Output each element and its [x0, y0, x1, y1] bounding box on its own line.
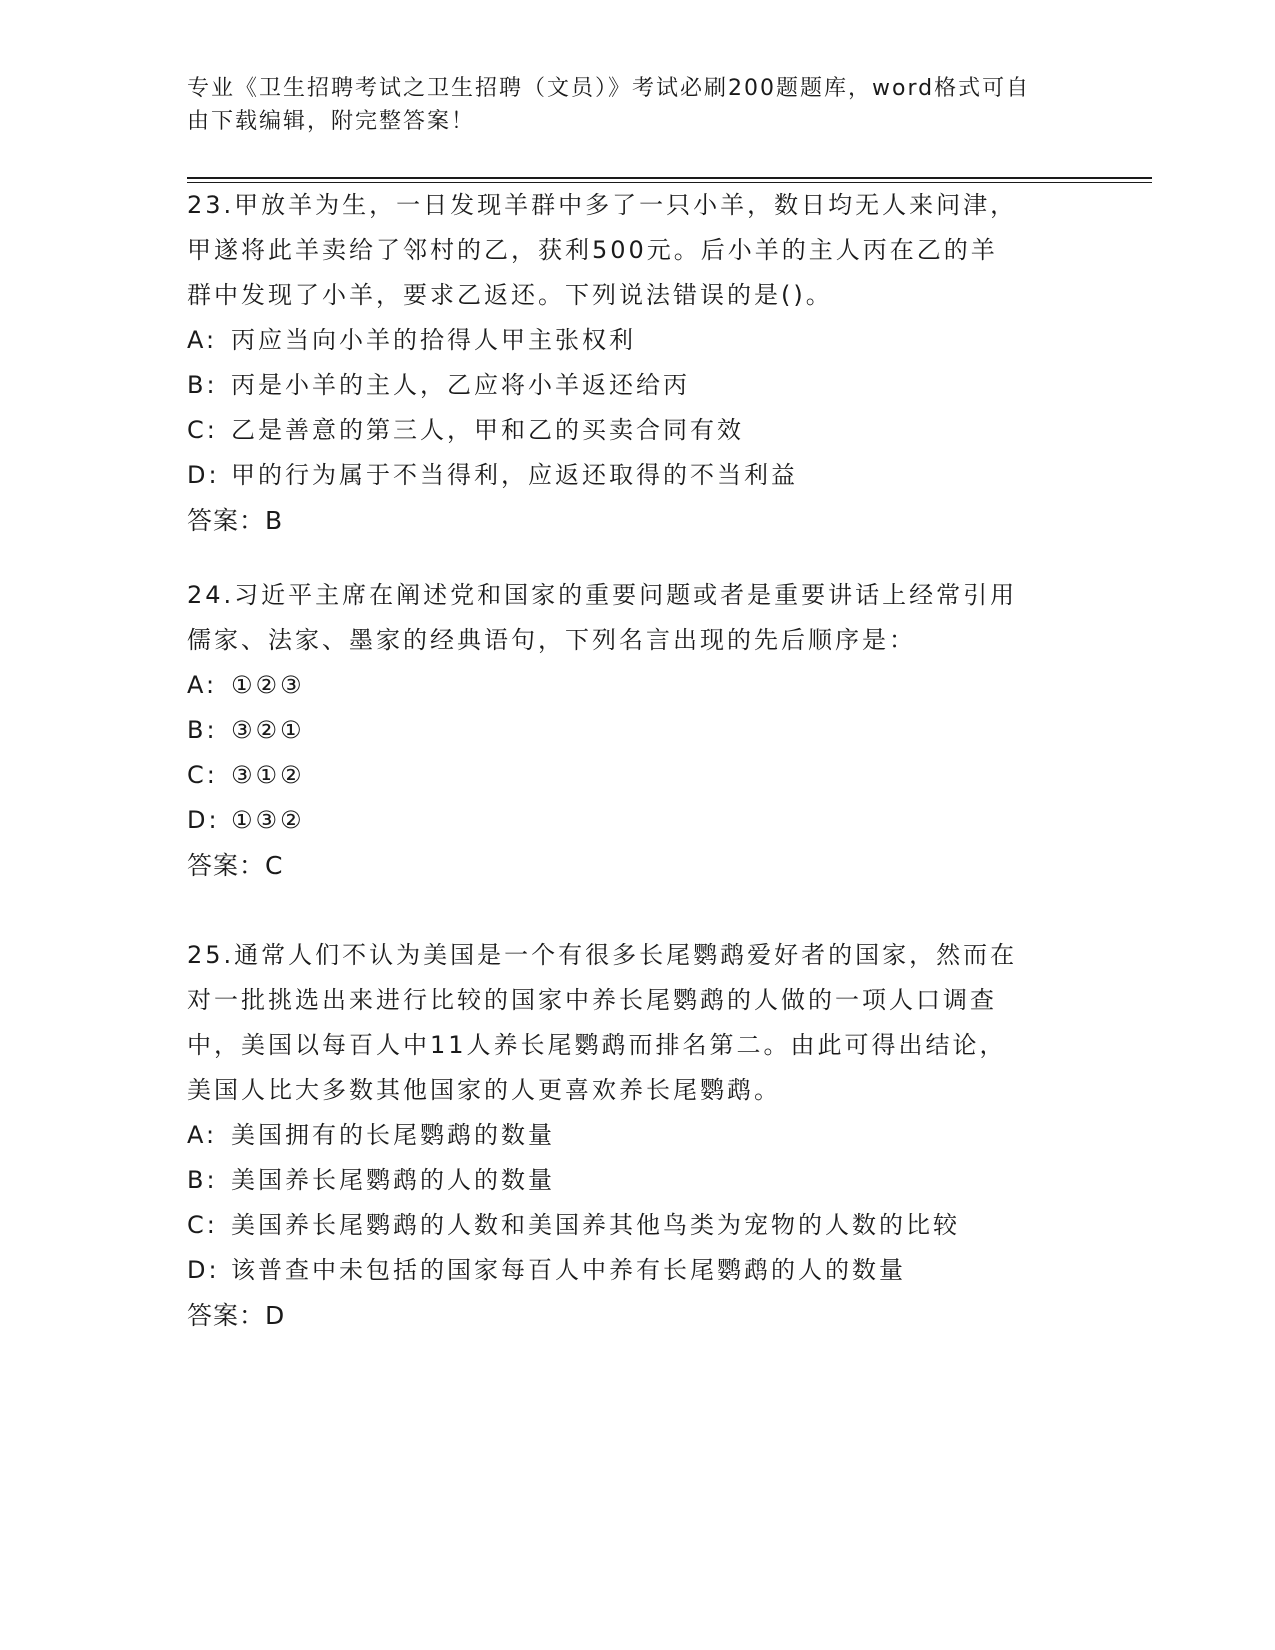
- question-24: [187, 573, 1087, 888]
- question-stem-line: 甲遂将此羊卖给了邻村的乙，获利500元。后小羊的主人丙在乙的羊: [187, 236, 998, 264]
- option-text: 美国养长尾鹦鹉的人的数量: [231, 1166, 555, 1194]
- option-d: [187, 1248, 1087, 1293]
- answer-label: 答案：D: [187, 1301, 286, 1330]
- question-stem-line: 群中发现了小羊，要求乙返还。下列说法错误的是()。: [187, 281, 833, 309]
- option-c: [187, 408, 1087, 453]
- option-text: 美国养长尾鹦鹉的人数和美国养其他鸟类为宠物的人数的比较: [231, 1211, 960, 1239]
- answer-label: 答案：B: [187, 506, 284, 535]
- option-letter: C:: [187, 761, 218, 789]
- option-text: ①②③: [231, 671, 305, 699]
- option-letter: D:: [187, 461, 220, 489]
- question-stem-line: 24.习近平主席在阐述党和国家的重要问题或者是重要讲话上经常引用: [187, 581, 1018, 609]
- header-title-line-2: 由下载编辑，附完整答案！: [187, 109, 476, 134]
- question-stem-line: 美国人比大多数其他国家的人更喜欢养长尾鹦鹉。: [187, 1076, 781, 1104]
- question-stem-line: 25.通常人们不认为美国是一个有很多长尾鹦鹉爱好者的国家，然而在: [187, 941, 1018, 969]
- option-letter: B:: [187, 371, 218, 399]
- option-letter: A:: [187, 1121, 218, 1149]
- option-d: [187, 798, 1087, 843]
- question-stem-line: 23.甲放羊为生，一日发现羊群中多了一只小羊，数日均无人来问津，: [187, 191, 1018, 219]
- question-stem-line: 对一批挑选出来进行比较的国家中养长尾鹦鹉的人做的一项人口调查: [187, 986, 997, 1014]
- option-letter: B:: [187, 716, 218, 744]
- option-b: [187, 363, 1087, 408]
- option-c: [187, 1203, 1087, 1248]
- option-text: 丙应当向小羊的拾得人甲主张权利: [231, 326, 636, 354]
- question-23: [187, 183, 1087, 543]
- option-b: [187, 1158, 1087, 1203]
- question-25: [187, 933, 1087, 1338]
- option-letter: C:: [187, 1211, 218, 1239]
- option-text: 甲的行为属于不当得利，应返还取得的不当利益: [231, 461, 798, 489]
- option-text: ①③②: [231, 806, 305, 834]
- option-letter: D:: [187, 806, 220, 834]
- option-b: [187, 708, 1087, 753]
- option-a: [187, 318, 1087, 363]
- option-text: ③①②: [231, 761, 305, 789]
- option-text: 丙是小羊的主人，乙应将小羊返还给丙: [231, 371, 690, 399]
- option-d: [187, 453, 1087, 498]
- question-stem-line: 中，美国以每百人中11人养长尾鹦鹉而排名第二。由此可得出结论，: [187, 1031, 1007, 1059]
- option-text: 该普查中未包括的国家每百人中养有长尾鹦鹉的人的数量: [231, 1256, 906, 1284]
- option-a: [187, 1113, 1087, 1158]
- option-c: [187, 753, 1087, 798]
- header-divider-thick: [187, 177, 1152, 179]
- option-letter: B:: [187, 1166, 218, 1194]
- question-stem-line: 儒家、法家、墨家的经典语句，下列名言出现的先后顺序是：: [187, 626, 916, 654]
- option-text: 美国拥有的长尾鹦鹉的数量: [231, 1121, 555, 1149]
- option-letter: D:: [187, 1256, 220, 1284]
- option-a: [187, 663, 1087, 708]
- header-title-line-1: 专业《卫生招聘考试之卫生招聘（文员）》考试必刷200题题库，word格式可自: [187, 76, 1031, 101]
- option-text: ③②①: [231, 716, 305, 744]
- option-text: 乙是善意的第三人，甲和乙的买卖合同有效: [231, 416, 744, 444]
- answer-label: 答案：C: [187, 851, 284, 880]
- document-header: [187, 72, 1067, 138]
- option-letter: A:: [187, 326, 218, 354]
- option-letter: A:: [187, 671, 218, 699]
- option-letter: C:: [187, 416, 218, 444]
